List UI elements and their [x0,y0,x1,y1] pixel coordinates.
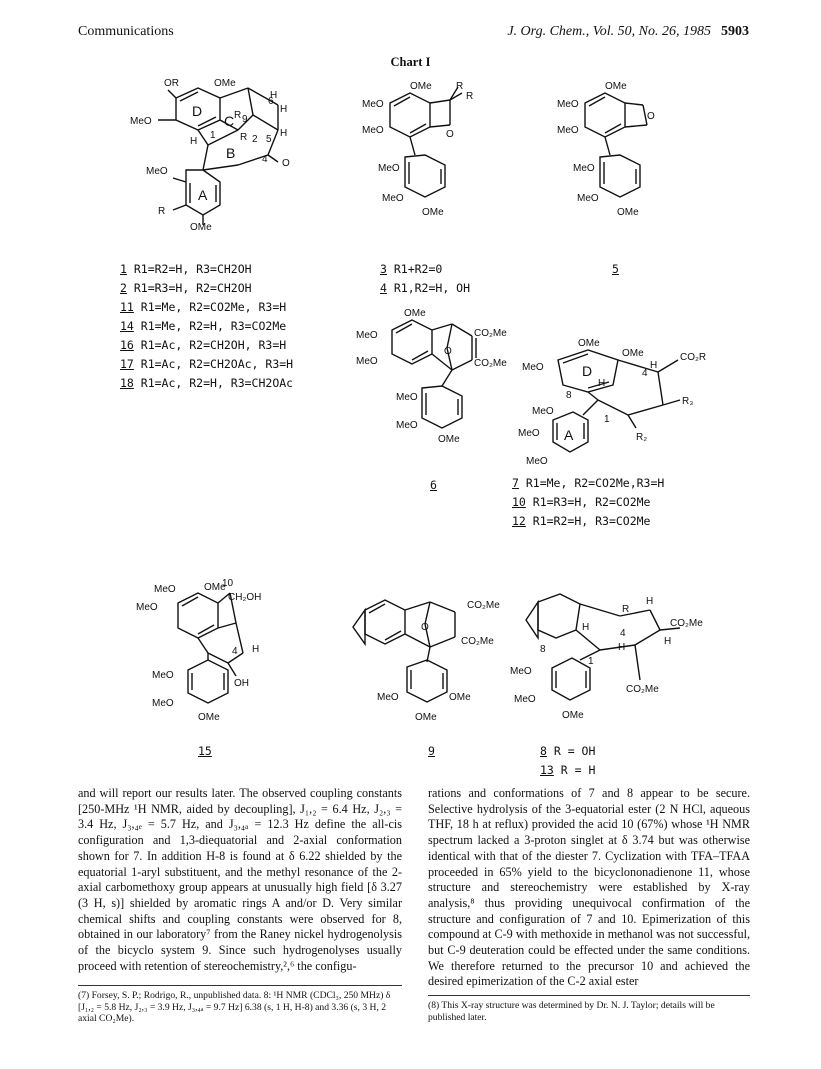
compound-substituents: R1=Ac, R2=CH2OH, R3=H [133,338,287,352]
s8-co2me2-label: CO₂Me [626,684,659,695]
compound-number: 10 [512,495,526,509]
compound-substituents: R = OH [546,744,596,758]
s9-ome2-label: OMe [415,712,437,723]
s1-h-right-label: H [280,104,288,115]
s7-r3-label: R₃ [682,396,694,407]
compound-label-9 [428,742,435,761]
compound-number: 17 [120,357,134,371]
s1-r2-label: R [240,132,248,143]
structure-8-drawing [510,580,710,740]
structure-3-drawing [360,81,490,220]
s9-ome-label: OMe [449,692,471,703]
compound-entry [380,279,470,298]
s6-meo4-label: MeO [396,420,418,431]
s1-r3-label: R [234,110,242,121]
compound-number: 8 [540,744,547,758]
s5-meo2-label: MeO [557,125,579,136]
structure-6-drawing [352,308,512,448]
compound-substituents: R1,R2=H, OH [386,281,471,295]
s1-h1-label: H [190,136,198,147]
s5-meo3-label: MeO [573,163,595,174]
s1-r1o-label: R [158,206,166,217]
structure-15-drawing [118,578,288,738]
s15-ch2oh-label: CH₂OH [228,592,262,603]
compound-substituents: R1=R3=H, R2=CH2OH [126,281,252,295]
compound-substituents: R1=Ac, R2=CH2OAc, R3=H [133,357,294,371]
s1-n6-label: 6 [268,96,274,107]
s3-meo3-label: MeO [378,163,400,174]
s15-meo1-label: MeO [154,584,176,595]
structure-5-drawing [555,81,685,220]
s1-or1-label: OR [164,78,179,89]
s9-meo-label: MeO [377,692,399,703]
s7-r2-label: R₂ [636,432,648,443]
s6-co2me1-label: CO₂Me [474,328,507,339]
journal-citation: J. Org. Chem., Vol. 50, No. 26, 1985 [507,24,711,39]
compound-entry [540,742,595,761]
compound-entry [512,474,664,493]
compound-entry [120,317,293,336]
compound-substituents: R1=R3=H, R2=CO2Me [525,495,651,509]
compound-substituents: R1+R2=0 [386,262,443,276]
s5-ome-label: OMe [605,81,627,92]
s3-r2-label: R [466,91,474,102]
s15-meo4-label: MeO [152,698,174,709]
s1-n9-label: 9 [242,114,248,125]
compound-number: 1 [120,262,127,276]
structure-7-drawing [518,330,718,470]
s6-co2me2-label: CO₂Me [474,358,507,369]
s7-h1-label: H [650,360,658,371]
compound-entry [512,512,664,531]
s6-ome2-label: OMe [438,434,460,445]
s15-n4-label: 4 [232,646,238,657]
compound-entry [120,298,293,317]
compound-substituents: R1=Me, R2=CO2Me, R3=H [133,300,287,314]
s8-h3-label: H [618,642,626,653]
s7-ome2-label: OMe [622,348,644,359]
s1-n5-label: 5 [266,134,272,145]
s5-meo4-label: MeO [577,193,599,204]
compound-number: 2 [120,281,127,295]
compound-entry [120,355,293,374]
footnote-rule-right [428,995,750,996]
s1-h-low-label: H [280,128,288,139]
s1-n4-label: 4 [262,154,268,165]
s7-meo3-label: MeO [518,428,540,439]
s9-co2me2-label: CO₂Me [461,636,494,647]
compound-substituents: R = H [553,763,596,777]
compound-substituents: R1=Me, R2=CO2Me,R3=H [518,476,665,490]
compound-list-3 [380,260,470,298]
compound-entry [512,493,664,512]
s6-o-label: O [444,346,452,357]
running-head-section: Communications [78,24,174,39]
s1-ome-label: OMe [214,78,236,89]
compound-number: 5 [612,262,619,276]
s15-h-label: H [252,644,260,655]
s8-meo1-label: MeO [510,666,532,677]
s7-meo4-label: MeO [526,456,548,467]
compound-entry [540,761,595,780]
s1-meo-a-label: MeO [146,166,168,177]
s15-n10-label: 10 [222,578,234,589]
s3-r1-label: R [456,81,464,92]
compound-number: 11 [120,300,134,314]
s6-meo3-label: MeO [396,392,418,403]
s8-n1-label: 1 [588,656,594,667]
body-left-column: and will report our results later. The observed coupling constants [250-MHz ¹H NMR, aided by decoupling], J₁,₂ = 6.4 Hz, J₂,₃ = 3.4 Hz, J₃,₄ₑ = 5.7 Hz, and J₃,₄ₐ = 12.3 Hz define the all-cis configuration and 1,3-diequatorial and 2-axial conformation shown for 7. In addition H-8 is found at δ 6.22 shielded by the equatorial 1-aryl substituent, and the methyl resonance of the 2-axial carbomethoxy group appears at unusually high field [δ 3.27 (3 H, s)] shielded by aromatic rings A and/or D. Very similar chemical shifts and coupling constants were observed for 8, obtained in our laboratory⁷ from the Raney nickel hydrogenolysis of the bicyclo system 9. Since such hydrogenolyses usually proceed with retention of stereochemistry,²,⁶ the configu- [78,786,402,973]
compound-number: 7 [512,476,519,490]
s7-co2r1-label: CO₂R [680,352,707,363]
s7-meo-label: MeO [522,362,544,373]
s1-n1-label: 1 [210,130,216,141]
s1-ome-bottom-label: OMe [190,222,212,233]
s8-co2me-label: CO₂Me [670,618,703,629]
s8-n8-label: 8 [540,644,546,655]
s9-o-label: O [421,622,429,633]
compound-number: 4 [380,281,387,295]
s1-ring-c-label: C [224,113,235,129]
s1-o-label: O [282,158,290,169]
compound-entry [120,260,293,279]
s6-meo2-label: MeO [356,356,378,367]
footnote-rule-left [78,985,402,986]
compound-number: 15 [198,744,212,758]
s1-meo-label: MeO [130,116,152,127]
s15-meo3-label: MeO [152,670,174,681]
s5-ome2-label: OMe [617,207,639,218]
s8-h1-label: H [646,596,654,607]
s6-ome-label: OMe [404,308,426,319]
s1-h6-label: H [270,90,278,101]
s7-n8-label: 8 [566,390,572,401]
body-right-column: rations and conformations of 7 and 8 appear to be secure. Selective hydrolysis of the 3-equatorial ester (2 N HCl, aqueous THF, 18 h at reflux) provided the acid 10 (67%) whose ¹H NMR spectrum lacked a 3-proton singlet at δ 3.74 but was otherwise identical with that of the diester 7. Cyclization with TFA–TFAA proceeded in 65% yield to the bicyclononadienone 11, whose structure and stereochemistry were established by X-ray analysis,⁸ thus providing unequivocal confirmation of the structure and configuration of 7 and 10. Epimerization of this compound at C-9 with methoxide in methanol was not successful, but C-9 deuteration could be effected under the same conditions. We therefore returned to the precursor 10 and achieved the desired epimerization of the C-2 axial ester [428,786,750,989]
s15-oh-label: OH [234,678,249,689]
compound-entry [120,374,293,393]
s15-ome-label: OMe [204,582,226,593]
compound-substituents: R1=R2=H, R3=CH2OH [126,262,252,276]
s1-ring-d-label: D [192,103,203,119]
s7-ring-d-label: D [582,363,593,379]
s3-o-label: O [446,129,454,140]
compound-entry [120,336,293,355]
s1-n2-label: 2 [252,134,258,145]
s1-ring-b-label: B [226,145,236,161]
s15-ome2-label: OMe [198,712,220,723]
structure-1-drawing [128,70,308,233]
s8-h4-label: H [664,636,672,647]
s7-meo2-label: MeO [532,406,554,417]
compound-number: 13 [540,763,554,777]
compound-substituents: R1=Ac, R2=H, R3=CH2OAc [133,376,294,390]
compound-label-5 [612,260,619,279]
compound-substituents: R1=Me, R2=H, R3=CO2Me [133,319,287,333]
compound-label-6 [430,476,437,495]
compound-number: 16 [120,338,134,352]
s3-ome2-label: OMe [422,207,444,218]
compound-number: 3 [380,262,387,276]
compound-substituents: R1=R2=H, R3=CO2Me [525,514,651,528]
chart-title: Chart I [390,55,431,69]
compound-list-8 [540,742,595,780]
footnote-8: (8) This X-ray structure was determined by Dr. N. J. Taylor; details will be published later. [428,1000,715,1023]
s7-h2-label: H [598,378,606,389]
compound-entry [380,260,470,279]
page-number: 5903 [721,24,749,39]
compound-label-15 [198,742,212,761]
running-head-journal [507,24,749,40]
compound-list-1 [120,260,293,393]
s3-ome-label: OMe [410,81,432,92]
s15-meo2-label: MeO [136,602,158,613]
s5-meo1-label: MeO [557,99,579,110]
s8-n4-label: 4 [620,628,626,639]
s8-meo2-label: MeO [514,694,536,705]
structure-9-drawing [345,582,505,732]
footnote-7: (7) Forsey, S. P.; Rodrigo, R., unpublished data. 8: ¹H NMR (CDCl₃, 250 MHz) δ [J₁,₂ = 5.8 Hz, J₂,₃ = 3.9 Hz, J₃,₄ₐ = 9.7 Hz] 6.38 (s, 1 H, H-8) and 3.36 (s, 3 H, 2 axial CO₂Me). [78,990,391,1024]
compound-list-7 [512,474,664,531]
compound-number: 6 [430,478,437,492]
compound-number: 12 [512,514,526,528]
s5-o-label: O [647,111,655,122]
s3-meo4-label: MeO [382,193,404,204]
compound-entry [120,279,293,298]
s8-h2-label: H [582,622,590,633]
s9-co2me1-label: CO₂Me [467,600,500,611]
s8-r-label: R [622,604,630,615]
compound-number: 18 [120,376,134,390]
s3-meo2-label: MeO [362,125,384,136]
s6-meo1-label: MeO [356,330,378,341]
s1-ring-a-label: A [198,187,208,203]
s7-ring-a-label: A [564,427,574,443]
compound-number: 9 [428,744,435,758]
s7-n4-label: 4 [642,368,648,379]
s3-meo1-label: MeO [362,99,384,110]
s7-ome1-label: OMe [578,338,600,349]
s7-n1-label: 1 [604,414,610,425]
s8-ome-label: OMe [562,710,584,721]
compound-number: 14 [120,319,134,333]
